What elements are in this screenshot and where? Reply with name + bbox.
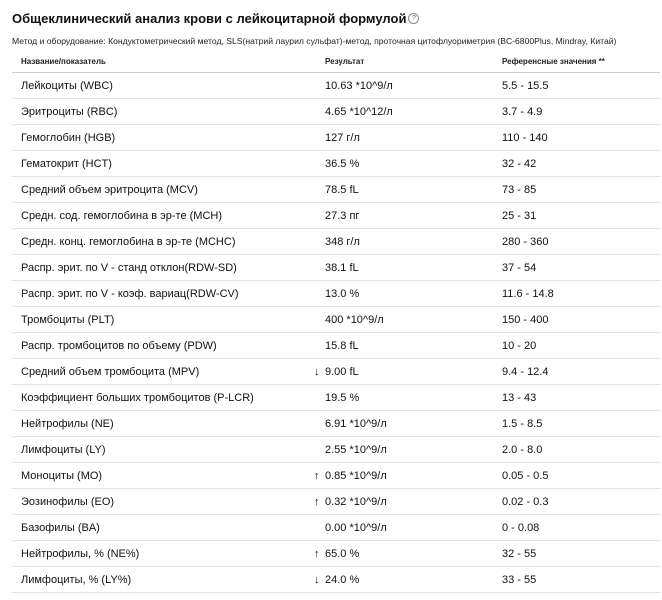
row-reference: 110 - 140 <box>502 132 548 144</box>
row-reference: 0 - 0.08 <box>502 522 540 534</box>
table-row <box>12 489 660 515</box>
result-value: 24.0 % <box>325 574 360 586</box>
result-value: 15.8 fL <box>325 340 359 352</box>
report-title <box>12 11 419 26</box>
row-reference: 0.02 - 0.3 <box>502 496 549 508</box>
row-reference: 32 - 55 <box>502 548 537 560</box>
result-value: 127 г/л <box>325 132 360 144</box>
table-row <box>12 515 660 541</box>
row-reference: 73 - 85 <box>502 184 537 196</box>
row-name: Нейтрофилы (NE) <box>21 418 114 430</box>
row-reference: 280 - 360 <box>502 236 549 248</box>
table-row <box>12 359 660 385</box>
row-result <box>314 574 360 586</box>
row-name: Средн. сод. гемоглобина в эр-те (MCH) <box>21 210 223 222</box>
result-value: 27.3 пг <box>325 210 360 222</box>
row-name: Лимфоциты, % (LY%) <box>21 574 132 586</box>
table-row <box>12 125 660 151</box>
result-value: 4.65 *10^12/л <box>325 106 393 118</box>
row-reference: 11.6 - 14.8 <box>502 288 554 300</box>
row-name: Нейтрофилы, % (NE%) <box>21 548 140 560</box>
row-reference: 9.4 - 12.4 <box>502 366 549 378</box>
result-flag-arrow-icon: ↑ <box>314 548 320 560</box>
row-result <box>314 470 387 482</box>
row-result <box>325 444 387 456</box>
row-result <box>325 80 393 92</box>
result-value: 65.0 % <box>325 548 360 560</box>
row-name: Эритроциты (RBC) <box>21 106 118 118</box>
row-reference: 25 - 31 <box>502 210 537 222</box>
table-row <box>12 385 660 411</box>
result-value: 10.63 *10^9/л <box>325 80 393 92</box>
report-title-text: Общеклинический анализ крови с лейкоцитарной формулой <box>12 11 407 26</box>
row-result <box>325 262 359 274</box>
result-flag-arrow-icon: ↑ <box>314 470 320 482</box>
result-flag-arrow-icon: ↓ <box>314 366 320 378</box>
row-reference: 2.0 - 8.0 <box>502 444 543 456</box>
row-reference: 33 - 55 <box>502 574 537 586</box>
row-name: Средний объем эритроцита (MCV) <box>21 184 198 196</box>
table-row <box>12 255 660 281</box>
row-reference: 32 - 42 <box>502 158 537 170</box>
row-name: Средн. конц. гемоглобина в эр-те (MCHC) <box>21 236 236 248</box>
result-value: 19.5 % <box>325 392 360 404</box>
row-reference: 37 - 54 <box>502 262 537 274</box>
table-row <box>12 73 660 99</box>
row-reference: 5.5 - 15.5 <box>502 80 549 92</box>
table-row <box>12 411 660 437</box>
result-value: 9.00 fL <box>325 366 359 378</box>
row-name: Распр. эрит. по V - станд отклон(RDW-SD) <box>21 262 237 274</box>
table-row <box>12 281 660 307</box>
result-value: 0.85 *10^9/л <box>325 470 387 482</box>
row-name: Распр. эрит. по V - коэф. вариац(RDW-CV) <box>21 288 239 300</box>
row-name: Базофилы (BA) <box>21 522 100 534</box>
table-row <box>12 307 660 333</box>
method-description: Метод и оборудование: Кондуктометрический метод, SLS(натрий лаурил сульфат)-метод, проточная цитофлуориметрия (BC-6800Plus, Mindray, Китай) <box>12 36 617 46</box>
results-table <box>12 52 660 593</box>
result-value: 0.32 *10^9/л <box>325 496 387 508</box>
table-row <box>12 151 660 177</box>
row-result <box>325 132 360 144</box>
table-row <box>12 463 660 489</box>
row-name: Тромбоциты (PLT) <box>21 314 115 326</box>
table-row <box>12 567 660 593</box>
result-value: 400 *10^9/л <box>325 314 384 326</box>
result-flag-arrow-icon: ↑ <box>314 496 320 508</box>
table-row <box>12 177 660 203</box>
row-reference: 3.7 - 4.9 <box>502 106 543 118</box>
row-name: Средний объем тромбоцита (MPV) <box>21 366 200 378</box>
result-value: 78.5 fL <box>325 184 359 196</box>
row-name: Лимфоциты (LY) <box>21 444 106 456</box>
result-value: 348 г/л <box>325 236 360 248</box>
table-row <box>12 99 660 125</box>
row-result <box>325 314 384 326</box>
table-row <box>12 333 660 359</box>
row-result <box>325 210 359 222</box>
result-flag-arrow-icon: ↓ <box>314 574 320 586</box>
table-header <box>12 52 660 73</box>
result-value: 38.1 fL <box>325 262 359 274</box>
result-value: 13.0 % <box>325 288 360 300</box>
row-reference: 13 - 43 <box>502 392 537 404</box>
header-result: Результат <box>325 57 365 66</box>
row-reference: 0.05 - 0.5 <box>502 470 549 482</box>
result-value: 0.00 *10^9/л <box>325 522 387 534</box>
row-name: Эозинофилы (EO) <box>21 496 115 508</box>
row-reference: 10 - 20 <box>502 340 537 352</box>
row-result <box>314 366 359 378</box>
row-result <box>325 522 387 534</box>
row-result <box>325 418 387 430</box>
result-value: 2.55 *10^9/л <box>325 444 387 456</box>
row-name: Коэффициент больших тромбоцитов (P-LCR) <box>21 392 254 404</box>
table-row <box>12 541 660 567</box>
row-name: Распр. тромбоцитов по объему (PDW) <box>21 340 217 352</box>
row-name: Гемоглобин (HGB) <box>21 132 116 144</box>
row-result <box>325 392 359 404</box>
row-result <box>325 184 359 196</box>
row-result <box>314 496 387 508</box>
row-name: Гематокрит (HCT) <box>21 158 112 170</box>
row-result <box>325 106 393 118</box>
row-result <box>325 158 359 170</box>
row-result <box>325 288 359 300</box>
row-result <box>314 548 360 560</box>
row-reference: 150 - 400 <box>502 314 549 326</box>
row-result <box>325 340 359 352</box>
table-row <box>12 203 660 229</box>
table-body <box>12 73 660 593</box>
result-value: 36.5 % <box>325 158 360 170</box>
table-row <box>12 437 660 463</box>
question-circle-icon[interactable]: ? <box>408 13 419 24</box>
row-name: Моноциты (MO) <box>21 470 103 482</box>
header-name: Название/показатель <box>21 57 106 66</box>
header-reference: Референсные значения ** <box>502 57 605 66</box>
table-row <box>12 229 660 255</box>
result-value: 6.91 *10^9/л <box>325 418 387 430</box>
row-name: Лейкоциты (WBC) <box>21 80 113 92</box>
row-reference: 1.5 - 8.5 <box>502 418 543 430</box>
row-result <box>325 236 360 248</box>
